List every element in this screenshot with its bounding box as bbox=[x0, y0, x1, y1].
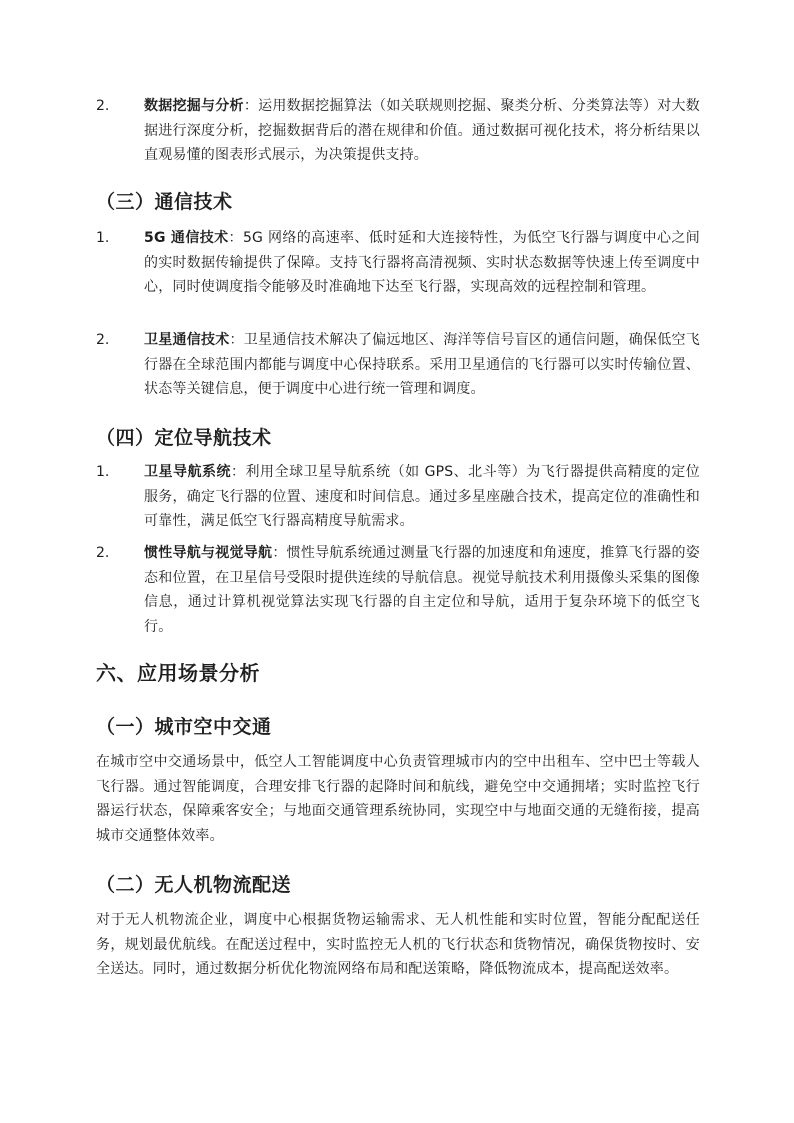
list-item-satellite-comm bbox=[96, 328, 700, 402]
list-item-body bbox=[144, 94, 700, 168]
term-description: ：卫星通信技术解决了偏远地区、海洋等信号盲区的通信问题，确保低空飞行器在全球范围内都能与调度中心保持联系。采用卫星通信的飞行器可以实时传输位置、状态等关键信息，便于调度中心进行统一管理和调度。 bbox=[144, 332, 700, 397]
list-item-body bbox=[144, 226, 700, 300]
list-number: 2. bbox=[96, 545, 110, 561]
term-label: 惯性导航与视觉导航 bbox=[144, 545, 273, 561]
heading-positioning-navigation: （四）定位导航技术 bbox=[96, 427, 272, 449]
paragraph-drone-logistics: 对于无人机物流企业，调度中心根据货物运输需求、无人机性能和实时位置，智能分配配送任务，规划最优航线。在配送过程中，实时监控无人机的飞行状态和货物情况，确保货物按时、安全送达。同时，通过数据分析优化物流网络布局和配送策略，降低物流成本，提高配送效率。 bbox=[96, 912, 700, 977]
list-number: 1. bbox=[96, 464, 110, 480]
heading-drone-logistics: （二）无人机物流配送 bbox=[96, 874, 292, 896]
term-description: ：运用数据挖掘算法（如关联规则挖掘、聚类分析、分类算法等）对大数据进行深度分析，挖掘数据背后的潜在规律和价值。通过数据可视化技术，将分析结果以直观易懂的图表形式展示，为决策提供支持。 bbox=[144, 98, 700, 163]
heading-communication-tech: （三）通信技术 bbox=[96, 191, 233, 213]
term-description: ：利用全球卫星导航系统（如 GPS、北斗等）为飞行器提供高精度的定位服务，确定飞行器的位置、速度和时间信息。通过多星座融合技术，提高定位的准确性和可靠性，满足低空飞行器高精度导航需求。 bbox=[144, 464, 700, 529]
list-item-body bbox=[144, 328, 700, 402]
list-item-body bbox=[144, 460, 700, 534]
list-item-5g bbox=[96, 226, 700, 300]
list-item-data-mining bbox=[96, 94, 700, 168]
paragraph-urban-air-traffic: 在城市空中交通场景中，低空人工智能调度中心负责管理城市内的空中出租车、空中巴士等载人飞行器。通过智能调度，合理安排飞行器的起降时间和航线，避免空中交通拥堵；实时监控飞行器运行状态，保障乘客安全；与地面交通管理系统协同，实现空中与地面交通的无缝衔接，提高城市交通整体效率。 bbox=[96, 754, 700, 844]
term-label: 数据挖掘与分析 bbox=[144, 98, 244, 114]
list-number: 2. bbox=[96, 332, 110, 348]
list-item-satellite-nav bbox=[96, 460, 700, 534]
list-item-body bbox=[144, 541, 700, 639]
list-number: 2. bbox=[96, 98, 110, 114]
list-item-inertial-visual-nav bbox=[96, 541, 700, 639]
heading-urban-air-traffic: （一）城市空中交通 bbox=[96, 716, 272, 738]
heading-application-scenarios: 六、应用场景分析 bbox=[96, 661, 260, 685]
term-description: ：惯性导航系统通过测量飞行器的加速度和角速度，推算飞行器的姿态和位置，在卫星信号受限时提供连续的导航信息。视觉导航技术利用摄像头采集的图像信息，通过计算机视觉算法实现飞行器的自主定位和导航，适用于复杂环境下的低空飞行。 bbox=[144, 545, 700, 635]
list-number: 1. bbox=[96, 230, 110, 246]
term-label: 卫星通信技术 bbox=[144, 332, 230, 348]
term-description: ：5G 网络的高速率、低时延和大连接特性，为低空飞行器与调度中心之间的实时数据传输提供了保障。支持飞行器将高清视频、实时状态数据等快速上传至调度中心，同时使调度指令能够及时准确地下达至飞行器，实现高效的远程控制和管理。 bbox=[144, 230, 700, 295]
term-label: 5G 通信技术 bbox=[144, 230, 229, 246]
term-label: 卫星导航系统 bbox=[144, 464, 232, 480]
